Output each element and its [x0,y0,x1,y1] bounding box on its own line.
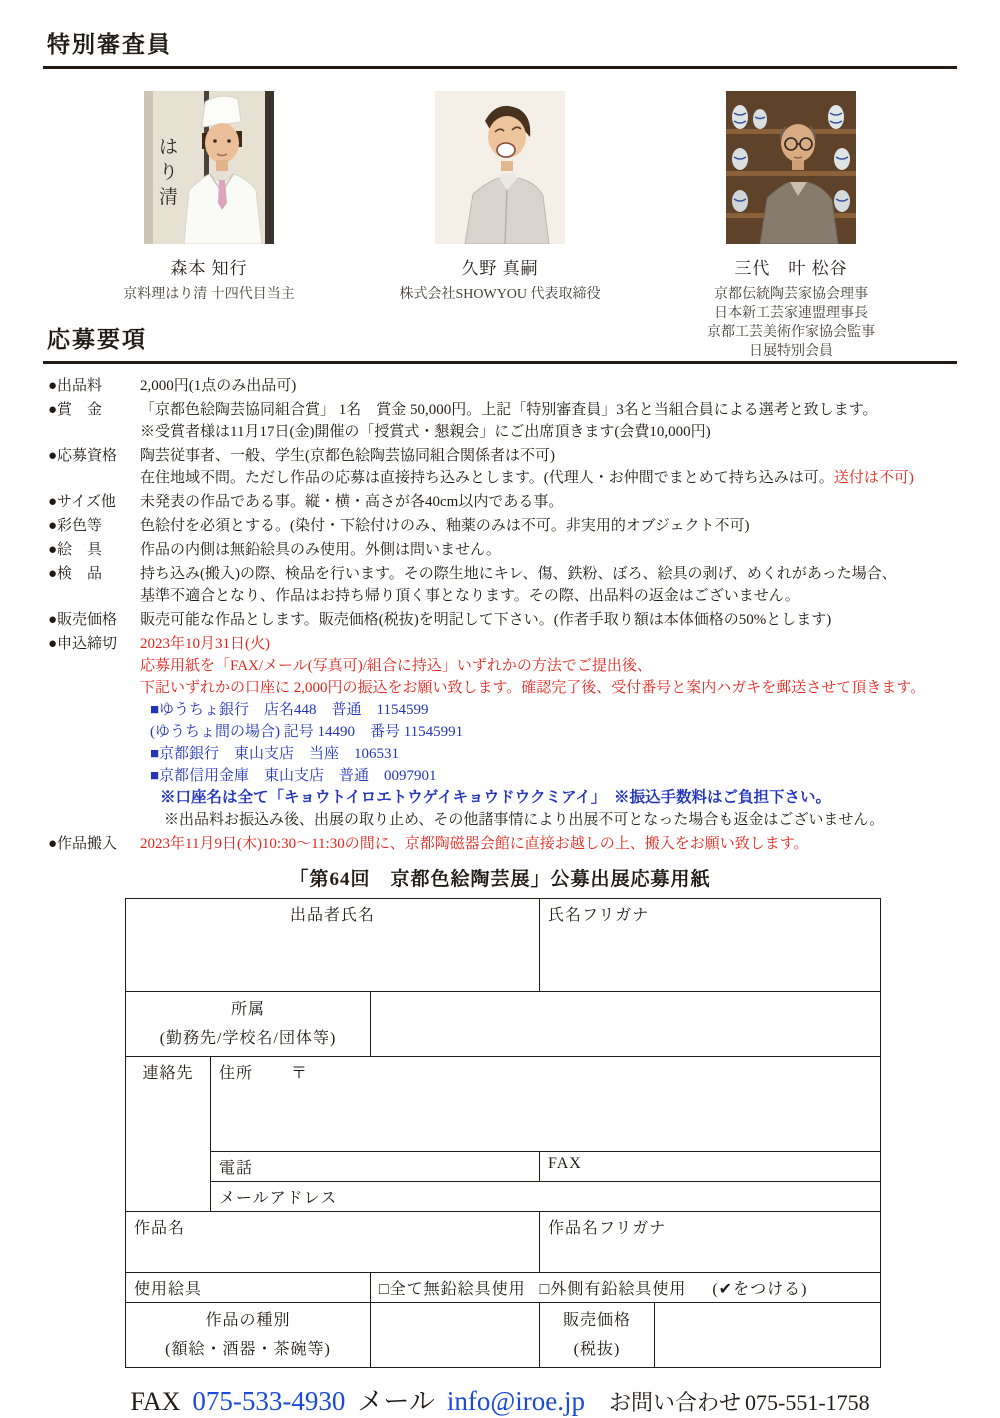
postal-mark: 〒 [291,1065,309,1082]
guideline-line [140,467,958,489]
guideline-label: ●サイズ他 [48,494,116,510]
address-label: 住所 [219,1065,254,1082]
cell-work-title: 作品名 [126,1212,540,1273]
guideline-text: 未発表の作品である事。縦・横・高さが各40cm以内である事。 [140,494,564,510]
cell-address [211,1057,881,1152]
deadline-line: 応募用紙を「FAX/メール(写真可)/組合に持込」いずれかの方法でご提出後、 [140,658,652,674]
guideline-text: 2,000円(1点のみ出品可) [140,378,297,394]
affiliation-label-line2: (勤務先/学校名/団体等) [159,1030,337,1047]
row-affiliation [126,992,881,1057]
cell-name-furigana: 氏名フリガナ [540,899,881,992]
guideline-coloring [48,515,958,537]
chef-portrait-photo [144,91,274,244]
cell-work-type-input [371,1303,540,1368]
checkbox-leaded-outside: □外側有鉛絵具使用 [539,1281,687,1298]
guideline-label: ●賞 金 [48,402,103,418]
account-name-note: ※口座名は全て「キョウトイロエトウゲイキョウドウクミアイ」 ※振込手数料はご負担下さい。 [160,789,831,806]
guideline-line: 基準不適合となり、作品はお持ち帰り頂く事となります。その際、出品料の返金はございません。 [140,588,800,604]
judge-card [357,91,643,321]
elder-potter-portrait-photo [726,91,856,244]
svg-text:り: り [159,162,179,183]
guideline-line: ※受賞者様は11月17日(金)開催の「授賞式・懇親会」にご出席頂きます(会費10,000円) [140,424,711,440]
deadline-date: 2023年10月31日(火) [140,636,270,652]
guideline-text: 2023年11月9日(木)10:30〜11:30の間に、京都陶磁器会館に直接お越しの上、搬入をお願い致します。 [140,836,809,852]
guideline-label: ●彩色等 [48,518,103,534]
cell-paints-checkboxes [371,1273,881,1303]
judge-title-line: 日展特別会員 [749,344,833,359]
judge-title-line: 京都伝統陶芸家協会理事 [714,287,868,302]
guideline-text [140,563,958,607]
svg-text:は: は [159,137,179,158]
judge-card [648,91,934,359]
inquiry-number: 075-551-1758 [745,1390,870,1415]
sale-price-line2: (税抜) [573,1341,621,1358]
guideline-line: 陶芸従事者、一般、学生(京都色絵陶芸協同組合関係者は不可) [140,448,555,464]
guideline-deadline [48,633,958,831]
sale-price-line1: 販売価格 [563,1312,632,1329]
judge-title-line: 京都工芸美術作家協会監事 [707,325,875,340]
guideline-paints [48,539,958,561]
checkbox-unleaded: □全て無鉛絵具使用 [379,1281,526,1298]
text-black: 在住地域不問。ただし作品の応募は直接持ち込みとします。(代理人・お仲間でまとめて持ち込みは可。 [140,470,834,486]
guideline-eligibility [48,445,958,489]
cell-exhibitor-name: 出品者氏名 [126,899,540,992]
guidelines-section-header: 応募要項 [43,321,957,364]
guideline-sale-price [48,609,958,631]
guideline-text: 色絵付を必須とする。(染付・下絵付けのみ、釉薬のみは不可。非実用的オブジェクト不可) [140,518,750,534]
guideline-text: 作品の内側は無鉛絵具のみ使用。外側は問いません。 [140,542,501,558]
judge-title [357,286,643,304]
guideline-label: ●作品搬入 [48,836,118,852]
guideline-entry-fee [48,375,958,397]
guideline-text [140,445,958,489]
guideline-label: ●検 品 [48,566,103,582]
refund-note: ※出品料お振込み後、出展の取り止め、その他諸事情により出展不可となった場合も返金はございません。 [164,812,885,828]
judge-card [66,91,352,321]
bank-account-yucho: ■ゆうちょ銀行 店名448 普通 1154599 [150,702,429,718]
cell-email: メールアドレス [211,1182,881,1212]
svg-text:清: 清 [159,187,179,208]
judge-name: 久野 真嗣 [461,259,539,278]
cell-contact-label: 連絡先 [126,1057,211,1212]
cell-paints-label: 使用絵具 [126,1273,371,1303]
cell-work-type-label [126,1303,371,1368]
cell-affiliation-input [371,992,881,1057]
guideline-delivery [48,833,958,855]
row-email [126,1182,881,1212]
application-form-table [125,898,881,1368]
guideline-text: 販売可能な作品とします。販売価格(税抜)を明記して下さい。(作者手取り額は本体価格の50%とします) [140,612,832,628]
affiliation-label-line1: 所属 [230,1001,265,1018]
guideline-size [48,491,958,513]
cell-work-title-furigana: 作品名フリガナ [540,1212,881,1273]
mail-label: メール [357,1387,435,1416]
cell-phone: 電話 [211,1152,540,1182]
row-work-type [126,1303,881,1368]
judge-title [66,286,352,304]
judge-title-line: 京料理はり清 十四代目当主 [123,287,295,302]
guideline-prize [48,399,958,443]
judge-title-line: 株式会社SHOWYOU 代表取締役 [399,287,601,302]
text-red-no-shipping: 送付は不可) [833,470,914,486]
guideline-text [140,633,958,831]
check-instruction: (✔をつける) [712,1281,808,1298]
fax-label: FAX [130,1387,181,1416]
laughing-man-portrait-photo [435,91,565,244]
bank-account-yucho-alt: (ゆうちょ間の場合) 記号 14490 番号 11545991 [150,724,464,740]
cell-affiliation-label [126,992,371,1057]
guideline-inspection [48,563,958,607]
judge-name: 三代 叶 松谷 [734,259,848,278]
bank-account-kyoto-bank: ■京都銀行 東山支店 当座 106531 [150,746,400,762]
row-address [126,1057,881,1152]
judges-section-header: 特別審査員 [43,0,957,69]
row-paints [126,1273,881,1303]
judge-title [648,286,934,361]
guideline-label: ●応募資格 [48,448,118,464]
work-type-line2: (額絵・酒器・茶碗等) [165,1341,331,1358]
guideline-label: ●絵 具 [48,542,103,558]
row-work-title [126,1212,881,1273]
deadline-line: 下記いずれかの口座に 2,000円の振込をお願い致します。確認完了後、受付番号と案内ハガキを郵送させて頂きます。 [140,680,926,696]
guidelines-list [48,375,958,855]
judge-name: 森本 知行 [170,259,248,278]
mail-address: info@iroe.jp [446,1386,585,1416]
footer-contact-line [0,1381,1000,1418]
judge-title-line: 日本新工芸家連盟理事長 [714,306,868,321]
cell-sale-price-input [655,1303,881,1368]
cell-fax: FAX [540,1152,881,1182]
cell-sale-price-label [540,1303,655,1368]
row-phone-fax [126,1152,881,1182]
guideline-label: ●販売価格 [48,612,118,628]
bank-account-kyoto-shinkin: ■京都信用金庫 東山支店 普通 0097901 [150,768,437,784]
guideline-line: 持ち込み(搬入)の際、検品を行います。その際生地にキレ、傷、鉄粉、ぼろ、絵具の剥げ、めくれがあった場合、 [140,566,897,582]
work-type-line1: 作品の種別 [205,1312,291,1329]
form-title: 「第64回 京都色絵陶芸展」公募出展応募用紙 [289,869,711,890]
guideline-label: ●申込締切 [48,636,118,652]
guideline-label: ●出品料 [48,378,103,394]
guideline-line: 「京都色絵陶芸協同組合賞」 1名 賞金 50,000円。上記「特別審査員」3名と当組合員による選考と致します。 [140,402,878,418]
row-name [126,899,881,992]
guideline-text [140,399,958,443]
inquiry-label: お問い合わせ [608,1390,741,1415]
fax-number: 075-533-4930 [192,1386,346,1416]
